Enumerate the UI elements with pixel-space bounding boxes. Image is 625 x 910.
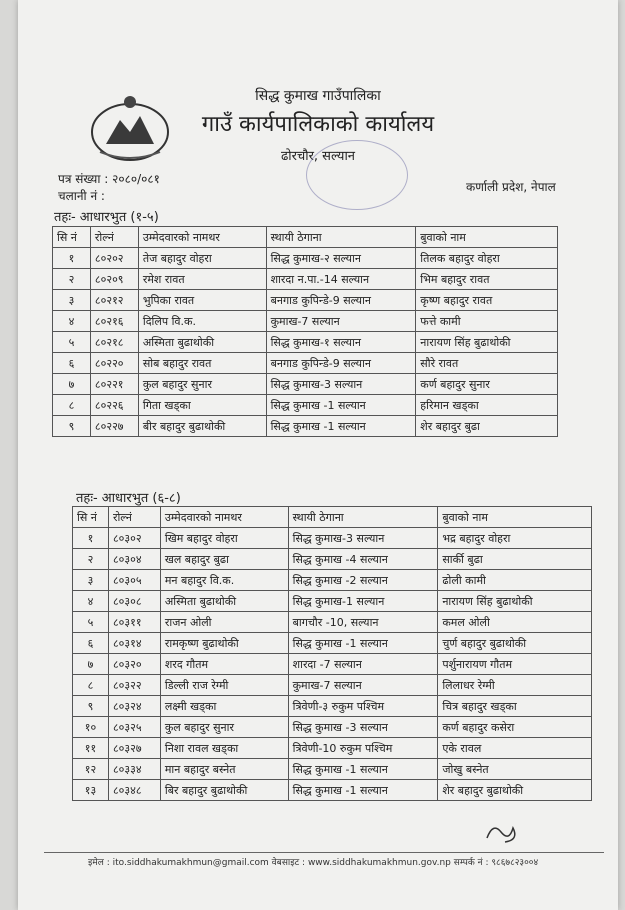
- cell-address: सिद्ध कुमाख -1 सल्यान: [288, 780, 438, 801]
- cell-name: भुपिका रावत: [138, 290, 266, 311]
- cell-address: कुमाख-7 सल्यान: [288, 675, 438, 696]
- table-row: [73, 717, 592, 738]
- cell-name: तेज बहादुर वोहरा: [138, 248, 266, 269]
- cell-roll: ८०३०५: [108, 570, 160, 591]
- cell-serial: २: [73, 549, 109, 570]
- table-row: [53, 332, 558, 353]
- chalani-number: चलानी नं :: [58, 189, 105, 203]
- table-row: [73, 675, 592, 696]
- table-row: [73, 549, 592, 570]
- cell-address: बागचौर -10, सल्यान: [288, 612, 438, 633]
- table-row: [53, 374, 558, 395]
- cell-father: चित्र बहादुर खड्का: [438, 696, 592, 717]
- cell-roll: ८०३२५: [108, 717, 160, 738]
- cell-serial: ९: [73, 696, 109, 717]
- cell-serial: ११: [73, 738, 109, 759]
- cell-serial: १: [73, 528, 109, 549]
- cell-serial: ६: [53, 353, 91, 374]
- cell-father: सार्की बुढा: [438, 549, 592, 570]
- table-row: [73, 528, 592, 549]
- cell-name: मन बहादुर वि.क.: [160, 570, 288, 591]
- province-name: कर्णाली प्रदेश, नेपाल: [466, 180, 556, 194]
- col-header-address: स्थायी ठेगाना: [288, 507, 438, 528]
- col-header-roll: रोल्नं: [90, 227, 138, 248]
- cell-name: बीर बहादुर बुढाथोकी: [138, 416, 266, 437]
- cell-address: शारदा -7 सल्यान: [288, 654, 438, 675]
- cell-roll: ८०२२६: [90, 395, 138, 416]
- cell-father: हरिमान खड्का: [416, 395, 558, 416]
- table-row: [73, 780, 592, 801]
- cell-name: राजन ओली: [160, 612, 288, 633]
- col-header-serial: सि नं: [73, 507, 109, 528]
- cell-address: त्रिवेणी-३ रुकुम पश्चिम: [288, 696, 438, 717]
- cell-address: सिद्ध कुमाख -3 सल्यान: [288, 717, 438, 738]
- cell-name: अस्मिता बुढाथोकी: [138, 332, 266, 353]
- cell-roll: ८०३११: [108, 612, 160, 633]
- cell-serial: ३: [53, 290, 91, 311]
- cell-name: निशा रावल खड्का: [160, 738, 288, 759]
- cell-name: शरद गौतम: [160, 654, 288, 675]
- table-row: [53, 311, 558, 332]
- table-row: [73, 570, 592, 591]
- cell-roll: ८०३१४: [108, 633, 160, 654]
- cell-serial: ७: [73, 654, 109, 675]
- table-row: [73, 759, 592, 780]
- cell-roll: ८०२२७: [90, 416, 138, 437]
- cell-address: सिद्ध कुमाख -1 सल्यान: [266, 416, 416, 437]
- cell-address: सिद्ध कुमाख-1 सल्यान: [288, 591, 438, 612]
- table-row: [53, 290, 558, 311]
- col-header-name: उम्मेदवारको नामथर: [160, 507, 288, 528]
- cell-father: पर्शुनारायण गौतम: [438, 654, 592, 675]
- cell-roll: ८०३२२: [108, 675, 160, 696]
- cell-father: सौरे रावत: [416, 353, 558, 374]
- cell-address: सिद्ध कुमाख-२ सल्यान: [266, 248, 416, 269]
- cell-roll: ८०३०४: [108, 549, 160, 570]
- cell-address: सिद्ध कुमाख-3 सल्यान: [288, 528, 438, 549]
- cell-roll: ८०२०२: [90, 248, 138, 269]
- col-header-father: बुवाको नाम: [416, 227, 558, 248]
- municipality-name: सिद्ध कुमाख गाउँपालिका: [255, 88, 381, 104]
- cell-name: रामकृष्ण बुढाथोकी: [160, 633, 288, 654]
- cell-address: सिद्ध कुमाख -2 सल्यान: [288, 570, 438, 591]
- table-row: [73, 738, 592, 759]
- table-row: [53, 269, 558, 290]
- table-header-row: [73, 507, 592, 528]
- table-row: [73, 612, 592, 633]
- cell-address: बनगाड कुपिन्डे-9 सल्यान: [266, 290, 416, 311]
- col-header-address: स्थायी ठेगाना: [266, 227, 416, 248]
- cell-serial: १३: [73, 780, 109, 801]
- patra-sankhya: पत्र संख्या : २०८०/०८१: [58, 172, 160, 186]
- cell-roll: ८०३२७: [108, 738, 160, 759]
- cell-name: लक्ष्मी खड्का: [160, 696, 288, 717]
- table-row: [73, 696, 592, 717]
- table-row: [53, 395, 558, 416]
- cell-name: खल बहादुर बुढा: [160, 549, 288, 570]
- cell-serial: ८: [53, 395, 91, 416]
- cell-father: कर्ण बहादुर सुनार: [416, 374, 558, 395]
- cell-roll: ८०२०९: [90, 269, 138, 290]
- cell-father: शेर बहादुर बुढाथोकी: [438, 780, 592, 801]
- cell-name: गिता खड्का: [138, 395, 266, 416]
- cell-roll: ८०३०८: [108, 591, 160, 612]
- section1-table: [52, 226, 558, 437]
- cell-name: अस्मिता बुढाथोकी: [160, 591, 288, 612]
- cell-roll: ८०२१८: [90, 332, 138, 353]
- cell-address: सिद्ध कुमाख -1 सल्यान: [288, 759, 438, 780]
- signature-icon: [483, 820, 523, 846]
- cell-name: दिलिप वि.क.: [138, 311, 266, 332]
- office-name: गाउँ कार्यपालिकाको कार्यालय: [201, 112, 435, 137]
- cell-father: नारायण सिंह बुढाथोकी: [416, 332, 558, 353]
- cell-father: कर्ण बहादुर कसेरा: [438, 717, 592, 738]
- cell-serial: २: [53, 269, 91, 290]
- cell-name: सोब बहादुर रावत: [138, 353, 266, 374]
- cell-roll: ८०२१२: [90, 290, 138, 311]
- cell-father: फत्ते कामी: [416, 311, 558, 332]
- cell-father: भद्र बहादुर वोहरा: [438, 528, 592, 549]
- col-header-serial: सि नं: [53, 227, 91, 248]
- cell-address: शारदा न.पा.-14 सल्यान: [266, 269, 416, 290]
- cell-address: सिद्ध कुमाख -1 सल्यान: [266, 395, 416, 416]
- section2-title: तहः- आधारभुत (६-८): [76, 491, 181, 506]
- cell-father: नारायण सिंह बुढाथोकी: [438, 591, 592, 612]
- cell-serial: ३: [73, 570, 109, 591]
- table-row: [73, 591, 592, 612]
- cell-roll: ८०३२४: [108, 696, 160, 717]
- cell-father: कमल ओली: [438, 612, 592, 633]
- cell-name: खिम बहादुर वोहरा: [160, 528, 288, 549]
- cell-father: शेर बहादुर बुढा: [416, 416, 558, 437]
- table-row: [73, 654, 592, 675]
- cell-address: त्रिवेणी-10 रुकुम पश्चिम: [288, 738, 438, 759]
- table-row: [53, 248, 558, 269]
- section1-title: तहः- आधारभुत (१-५): [54, 210, 159, 225]
- col-header-name: उम्मेदवारको नामथर: [138, 227, 266, 248]
- cell-father: भिम बहादुर रावत: [416, 269, 558, 290]
- cell-roll: ८०२२१: [90, 374, 138, 395]
- cell-father: जोखु बस्नेत: [438, 759, 592, 780]
- col-header-roll: रोल्नं: [108, 507, 160, 528]
- cell-serial: ६: [73, 633, 109, 654]
- cell-roll: ८०३२०: [108, 654, 160, 675]
- cell-serial: ५: [73, 612, 109, 633]
- cell-address: सिद्ध कुमाख-१ सल्यान: [266, 332, 416, 353]
- cell-name: डिल्ली राज रेग्मी: [160, 675, 288, 696]
- cell-father: एके रावल: [438, 738, 592, 759]
- cell-serial: ४: [53, 311, 91, 332]
- cell-name: मान बहादुर बस्नेत: [160, 759, 288, 780]
- section2-table: [72, 506, 592, 801]
- cell-serial: १: [53, 248, 91, 269]
- cell-father: चुर्ण बहादुर बुढाथोकी: [438, 633, 592, 654]
- cell-address: सिद्ध कुमाख-3 सल्यान: [266, 374, 416, 395]
- footer-divider: [44, 852, 604, 853]
- cell-roll: ८०२१६: [90, 311, 138, 332]
- cell-serial: ७: [53, 374, 91, 395]
- col-header-father: बुवाको नाम: [438, 507, 592, 528]
- cell-name: बिर बहादुर बुढाथोकी: [160, 780, 288, 801]
- cell-father: तिलक बहादुर वोहरा: [416, 248, 558, 269]
- footer-contact: इमेल : ito.siddhakumakhmun@gmail.com वेबसाइट : www.siddhakumakhmun.gov.np सम्पर्क नं : ९८६७८२३००४: [88, 858, 539, 868]
- cell-address: बनगाड कुपिन्डे-9 सल्यान: [266, 353, 416, 374]
- cell-roll: ८०३०२: [108, 528, 160, 549]
- table-row: [53, 416, 558, 437]
- cell-name: कुल बहादुर सुनार: [138, 374, 266, 395]
- office-stamp: [306, 140, 408, 210]
- cell-serial: ४: [73, 591, 109, 612]
- cell-roll: ८०३४८: [108, 780, 160, 801]
- document-page: [18, 0, 618, 910]
- cell-address: सिद्ध कुमाख -4 सल्यान: [288, 549, 438, 570]
- office-address: ढोरचौर, सल्यान: [280, 149, 356, 164]
- cell-serial: १०: [73, 717, 109, 738]
- cell-roll: ८०३३४: [108, 759, 160, 780]
- table-row: [73, 633, 592, 654]
- cell-name: कुल बहादुर सुनार: [160, 717, 288, 738]
- cell-roll: ८०२२०: [90, 353, 138, 374]
- cell-serial: ८: [73, 675, 109, 696]
- cell-father: लिलाधर रेग्मी: [438, 675, 592, 696]
- cell-name: रमेश रावत: [138, 269, 266, 290]
- cell-serial: १२: [73, 759, 109, 780]
- table-header-row: [53, 227, 558, 248]
- table-row: [53, 353, 558, 374]
- cell-serial: ९: [53, 416, 91, 437]
- cell-serial: ५: [53, 332, 91, 353]
- cell-father: कृष्ण बहादुर रावत: [416, 290, 558, 311]
- cell-father: ढोली कामी: [438, 570, 592, 591]
- cell-address: कुमाख-7 सल्यान: [266, 311, 416, 332]
- cell-address: सिद्ध कुमाख -1 सल्यान: [288, 633, 438, 654]
